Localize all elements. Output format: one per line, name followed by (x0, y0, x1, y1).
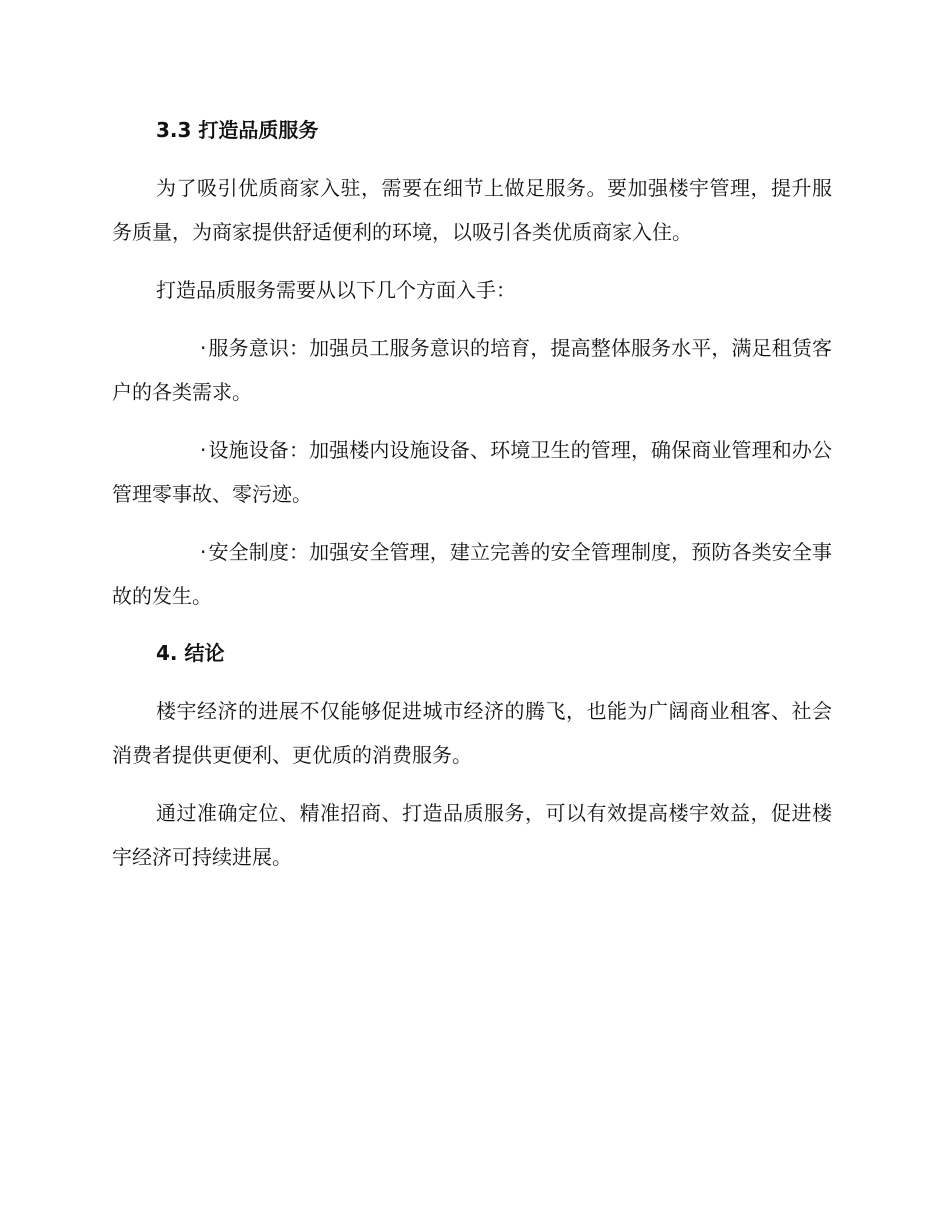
bullet-text: 服务意识：加强员工服务意识的培育，提高整体服务水平，满足租赁客户的各类需求。 (112, 336, 832, 404)
bullet-marker: · (200, 438, 207, 462)
bullet-text: 安全制度：加强安全管理，建立完善的安全管理制度，预防各类安全事故的发生。 (112, 540, 832, 608)
bullet-marker: · (200, 540, 207, 564)
bullet-marker: · (200, 336, 207, 360)
bullet-text: 设施设备：加强楼内设施设备、环境卫生的管理，确保商业管理和办公管理零事故、零污迹。 (112, 438, 832, 506)
section-3-3-lead-paragraph: 打造品质服务需要从以下几个方面入手： (156, 278, 516, 302)
section-heading-3-3: 3.3 打造品质服务 (156, 118, 319, 142)
section-heading-4: 4. 结论 (156, 641, 225, 665)
bullet-item-service-awareness (112, 326, 832, 414)
bullet-item-safety-system (112, 530, 832, 618)
section-3-3-intro-paragraph: 为了吸引优质商家入驻，需要在细节上做足服务。要加强楼宇管理，提升服务质量，为商家提供舒适便利的环境，以吸引各类优质商家入住。 (112, 176, 832, 244)
bullet-item-facilities (112, 428, 832, 516)
conclusion-paragraph-2: 通过准确定位、精准招商、打造品质服务，可以有效提高楼宇效益，促进楼宇经济可持续进展。 (112, 801, 832, 869)
conclusion-paragraph-1: 楼宇经济的进展不仅能够促进城市经济的腾飞，也能为广阔商业租客、社会消费者提供更便利、更优质的消费服务。 (112, 699, 832, 767)
document-page (112, 108, 832, 879)
